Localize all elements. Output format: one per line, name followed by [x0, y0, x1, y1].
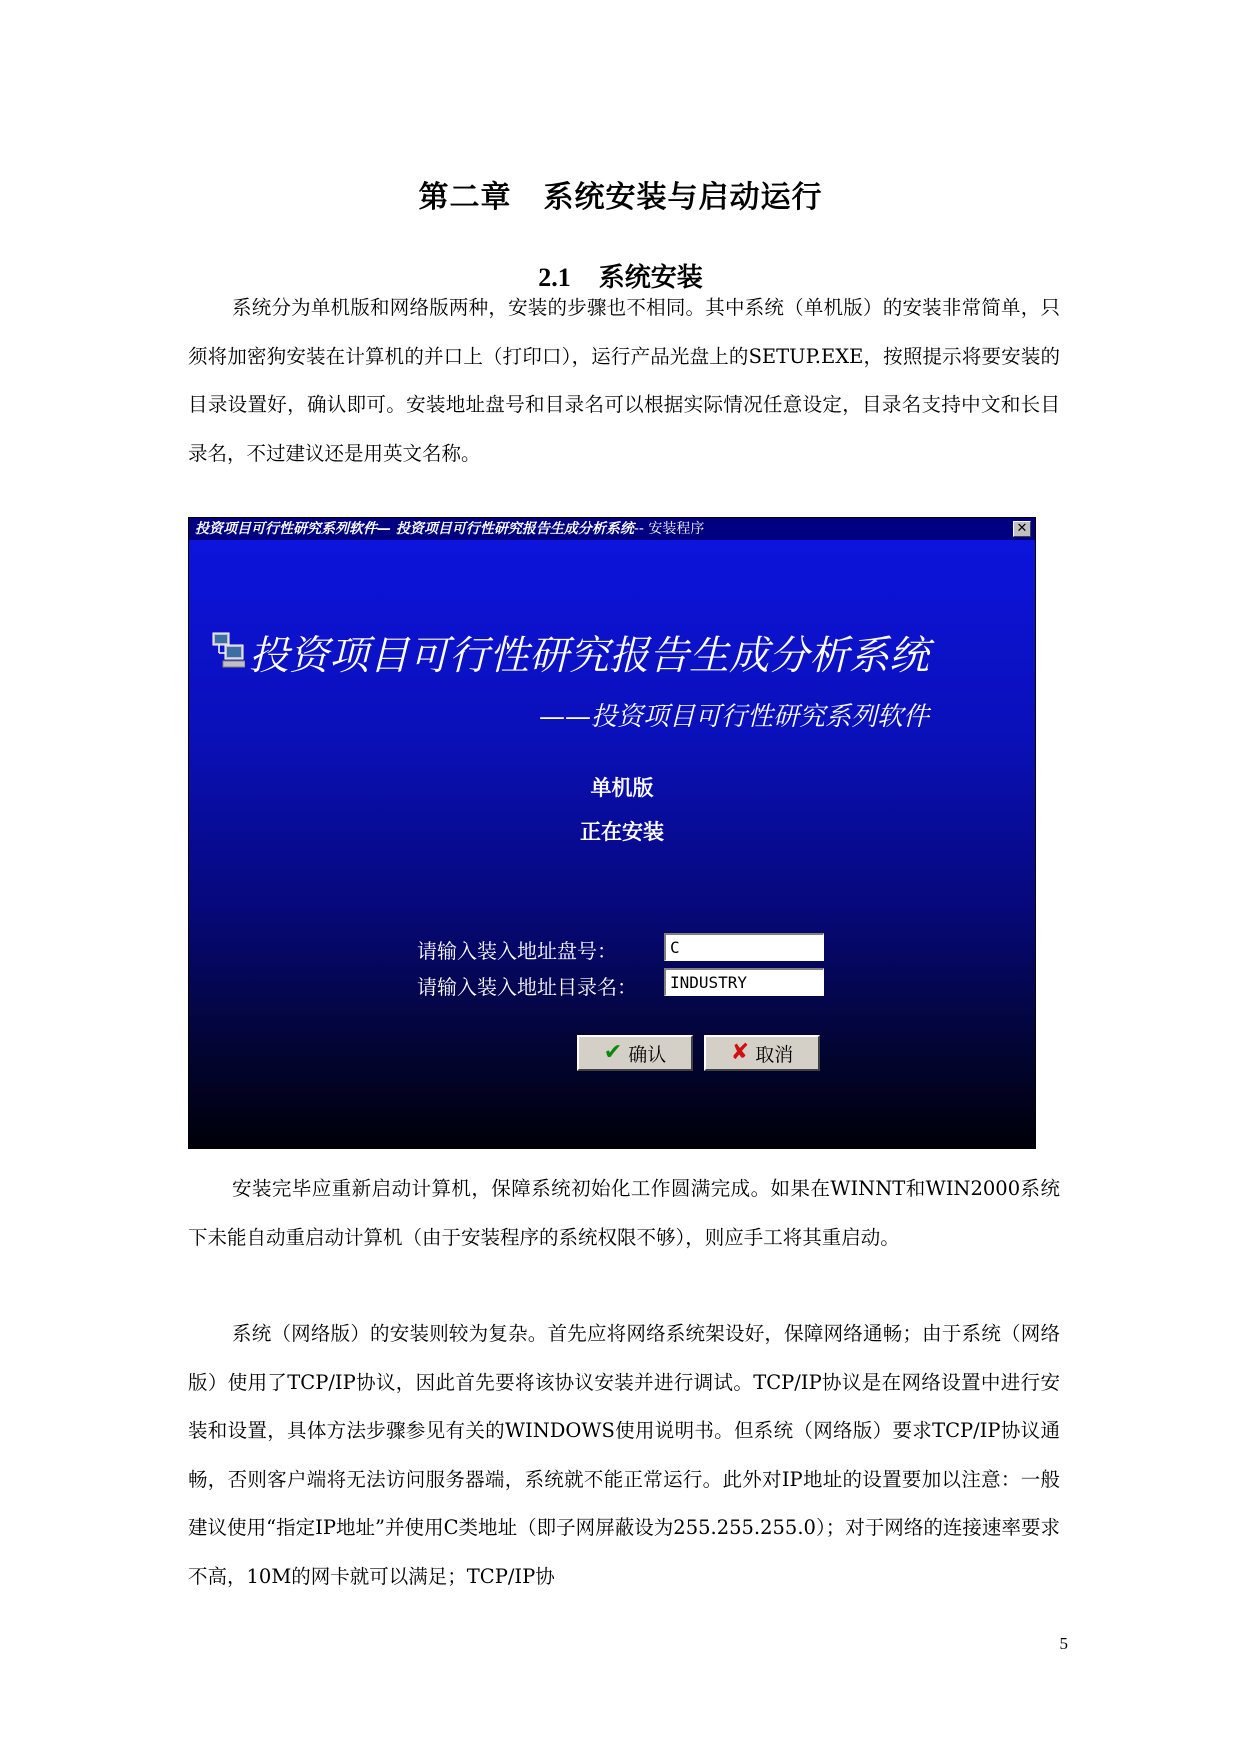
window-title — [195, 518, 704, 540]
page-number: 5 — [1059, 1634, 1068, 1653]
directory-input[interactable] — [664, 968, 824, 996]
cancel-button[interactable] — [704, 1035, 820, 1071]
installer-window — [188, 517, 1036, 1149]
chapter-number: 第二章 — [418, 180, 512, 215]
drive-input[interactable] — [664, 933, 824, 961]
section-name: 系统安装 — [598, 263, 703, 293]
paragraph-1: 系统分为单机版和网络版两种，安装的步骤也不相同。其中系统（单机版）的安装非常简单，只须将加密狗安装在计算机的并口上（打印口），运行产品光盘上的SETUP.EXE，按照提示将要安装的目录设置好，确认即可。安装地址盘号和目录名可以根据实际情况任意设定，目录名支持中文和长目录名，不过建议还是用英文名称。 — [188, 296, 1060, 465]
paragraph-2: 安装完毕应重新启动计算机，保障系统初始化工作圆满完成。如果在WINNT和WIN2000系统下未能自动重启动计算机（由于安装程序的系统权限不够），则应手工将其重启动。 — [188, 1177, 1060, 1249]
install-status: 正在安装 — [580, 820, 664, 844]
section-number: 2.1 — [538, 263, 571, 292]
close-button[interactable] — [1013, 521, 1031, 537]
cross-icon: ✘ — [730, 1040, 750, 1065]
chapter-title — [0, 172, 1241, 216]
confirm-button[interactable] — [577, 1035, 693, 1071]
checkmark-icon: ✔ — [603, 1040, 623, 1065]
chapter-name: 系统安装与启动运行 — [543, 180, 823, 215]
app-name: 投资项目可行性研究报告生成分析系统 — [249, 633, 929, 679]
cancel-label: 取消 — [755, 1043, 794, 1066]
window-title-main: 投资项目可行性研究系列软件— 投资项目可行性研究报告生成分析系统 — [195, 521, 634, 537]
confirm-label: 确认 — [628, 1043, 667, 1066]
paragraph-3: 系统（网络版）的安装则较为复杂。首先应将网络系统架设好，保障网络通畅；由于系统（网络版）使用了TCP/IP协议，因此首先要将该协议安装并进行调试。TCP/IP协议是在网络设置中进行安装和设置，具体方法步骤参见有关的WINDOWS使用说明书。但系统（网络版）要求TCP/IP协议通畅，否则客户端将无法访问服务器端，系统就不能正常运行。此外对IP地址的设置要加以注意：一般建议使用“指定IP地址”并使用C类地址（即子网屏蔽设为255.255.255.0）；对于网络的连接速率要求不高，10M的网卡就可以满足；TCP/IP协 — [188, 1322, 1060, 1588]
app-subtitle: ——投资项目可行性研究系列软件 — [539, 702, 930, 732]
window-title-tail: -- 安装程序 — [633, 521, 705, 537]
close-icon: ✕ — [1016, 521, 1028, 536]
edition-label: 单机版 — [590, 776, 654, 800]
directory-label: 请输入装入地址目录名： — [417, 975, 637, 999]
drive-label: 请输入装入地址盘号： — [417, 939, 617, 963]
installer-titlebar — [189, 518, 1035, 540]
computer-network-icon — [211, 631, 245, 669]
